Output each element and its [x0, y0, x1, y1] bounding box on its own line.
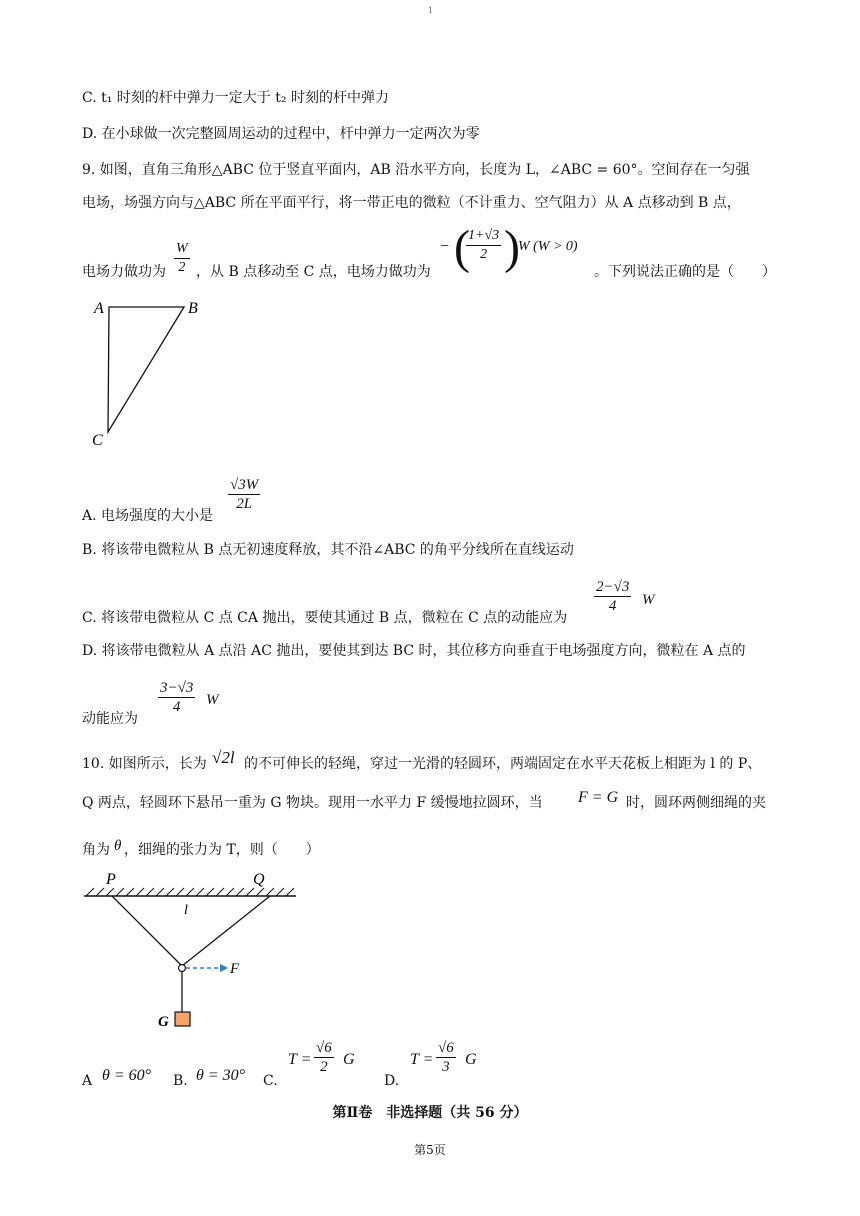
label-g: G	[158, 1014, 169, 1030]
page-footer: 第5页	[414, 1143, 446, 1157]
q9-option-a-numerator: √3W	[230, 477, 259, 493]
rope-right	[182, 896, 270, 966]
q9-option-d-fraction	[158, 679, 195, 716]
rope-ring-diagram	[82, 868, 312, 1033]
q9-work2-numerator: 1+√3	[466, 227, 501, 246]
q10-option-d-label: D.	[384, 1073, 400, 1089]
label-q: Q	[253, 871, 265, 888]
q9-work2-minus: −	[440, 238, 450, 255]
label-b: B	[188, 300, 198, 317]
q10-stem-line2b: 时，圆环两侧细绳的夹	[626, 795, 766, 811]
q10-stem-line1b: 的不可伸长的轻绳，穿过一光滑的轻圆环，两端固定在水平天花板上相距为 l 的 P、	[244, 756, 762, 772]
q10-stem-line3a: 角为	[82, 842, 110, 858]
label-a: A	[94, 300, 104, 317]
q10-stem-line3b: ，细绳的张力为 T，则（ ）	[124, 842, 320, 858]
q9-work2-fraction	[466, 227, 501, 264]
q10-length-expr: √2l	[212, 748, 235, 767]
q10-option-c-tail: G	[343, 1051, 355, 1068]
q10-option-b-label: B.	[173, 1073, 188, 1089]
q9-option-a-denominator: 2L	[236, 496, 253, 512]
q9-stem-line3a: 电场力做功为	[82, 264, 166, 280]
triangle-abc	[108, 307, 184, 432]
weight-block	[175, 1012, 190, 1026]
ring	[179, 965, 186, 972]
triangle-abc-diagram	[88, 295, 218, 455]
q9-work1-denominator: 2	[178, 260, 186, 275]
q9-option-b: B. 将该带电微粒从 B 点无初速度释放，其不沿∠ABC 的角平分线所在直线运动	[82, 542, 574, 558]
ceiling-hatching	[86, 888, 294, 896]
page-header-mark: 1	[428, 6, 434, 15]
q9-option-d-line2: 动能应为	[82, 711, 138, 727]
q10-stem-line2a: Q 两点，轻圆环下悬吊一重为 G 物块。现用一水平力 F 缓慢地拉圆环，当	[82, 795, 543, 811]
q10-option-d-lhs: T =	[410, 1051, 434, 1068]
q10-option-d-numerator: √6	[438, 1040, 454, 1056]
q10-option-c-denominator: 2	[320, 1059, 328, 1075]
q10-condition: F = G	[578, 789, 619, 806]
q9-work2-denominator: 2	[480, 247, 488, 262]
q10-option-c-numerator: √6	[316, 1040, 332, 1056]
q9-option-a-fraction	[228, 476, 260, 513]
q9-option-c-text: C. 将该带电微粒从 C 点 CA 抛出，要使其通过 B 点，微粒在 C 点的动能应为	[82, 610, 568, 626]
q10-option-c-fraction	[314, 1039, 334, 1076]
q9-option-d-tail: W	[206, 692, 219, 708]
q8-option-d: D. 在小球做一次完整圆周运动的过程中，杆中弹力一定两次为零	[82, 126, 480, 142]
q10-option-c-label: C.	[263, 1073, 278, 1089]
q9-work1-numerator: W	[174, 240, 190, 259]
q9-option-d-numerator: 3−√3	[160, 680, 194, 696]
force-arrowhead	[220, 964, 228, 972]
q10-option-d-fraction	[436, 1039, 456, 1076]
q9-work2-paren-right: )	[504, 221, 520, 274]
q10-theta: θ	[114, 838, 122, 854]
label-l: l	[184, 903, 188, 918]
q8-option-c: C. t₁ 时刻的杆中弹力一定大于 t₂ 时刻的杆中弹力	[82, 90, 389, 106]
q10-option-a-label: A	[82, 1073, 93, 1089]
q9-work2-tail: W (W > 0)	[518, 239, 578, 254]
q10-option-a-expr: θ = 60°	[102, 1067, 152, 1084]
q9-option-c-fraction	[594, 578, 631, 615]
q9-work2-paren-left: (	[454, 221, 470, 274]
rope-left	[112, 896, 182, 966]
q9-stem-line3c: 。下列说法正确的是（ ）	[594, 264, 776, 280]
q9-option-c-denominator: 4	[608, 598, 617, 614]
q9-stem-line1: 9. 如图，直角三角形△ABC 位于竖直平面内，AB 沿水平方向，长度为 L，∠ABC = 60°。空间存在一匀强	[82, 162, 750, 178]
section-title: 第Ⅱ卷 非选择题（共 56 分）	[332, 1105, 528, 1121]
q9-stem-line2: 电场，场强方向与△ABC 所在平面平行，将一带正电的微粒（不计重力、空气阻力）从 A 点移动到 B 点，	[82, 195, 741, 211]
label-p: P	[106, 871, 116, 888]
q10-option-c-lhs: T =	[288, 1051, 312, 1068]
q9-option-c-numerator: 2−√3	[596, 579, 630, 595]
q10-option-d-tail: G	[465, 1051, 477, 1068]
q9-work1-fraction	[174, 240, 190, 277]
q9-option-d-line1: D. 将该带电微粒从 A 点沿 AC 抛出，要使其到达 BC 时，其位移方向垂直于电场强度方向，微粒在 A 点的	[82, 643, 746, 659]
q9-option-d-denominator: 4	[172, 699, 181, 715]
q10-stem-line1a: 10. 如图所示，长为	[82, 756, 207, 772]
label-c: C	[92, 432, 103, 449]
label-f: F	[230, 961, 240, 977]
q9-stem-line3b: ，从 B 点移动至 C 点，电场力做功为	[196, 264, 431, 280]
q10-option-b-expr: θ = 30°	[196, 1067, 246, 1084]
q10-option-d-denominator: 3	[442, 1059, 450, 1075]
q9-option-c-tail: W	[642, 592, 655, 608]
q9-option-a-text: A. 电场强度的大小是	[82, 508, 214, 524]
